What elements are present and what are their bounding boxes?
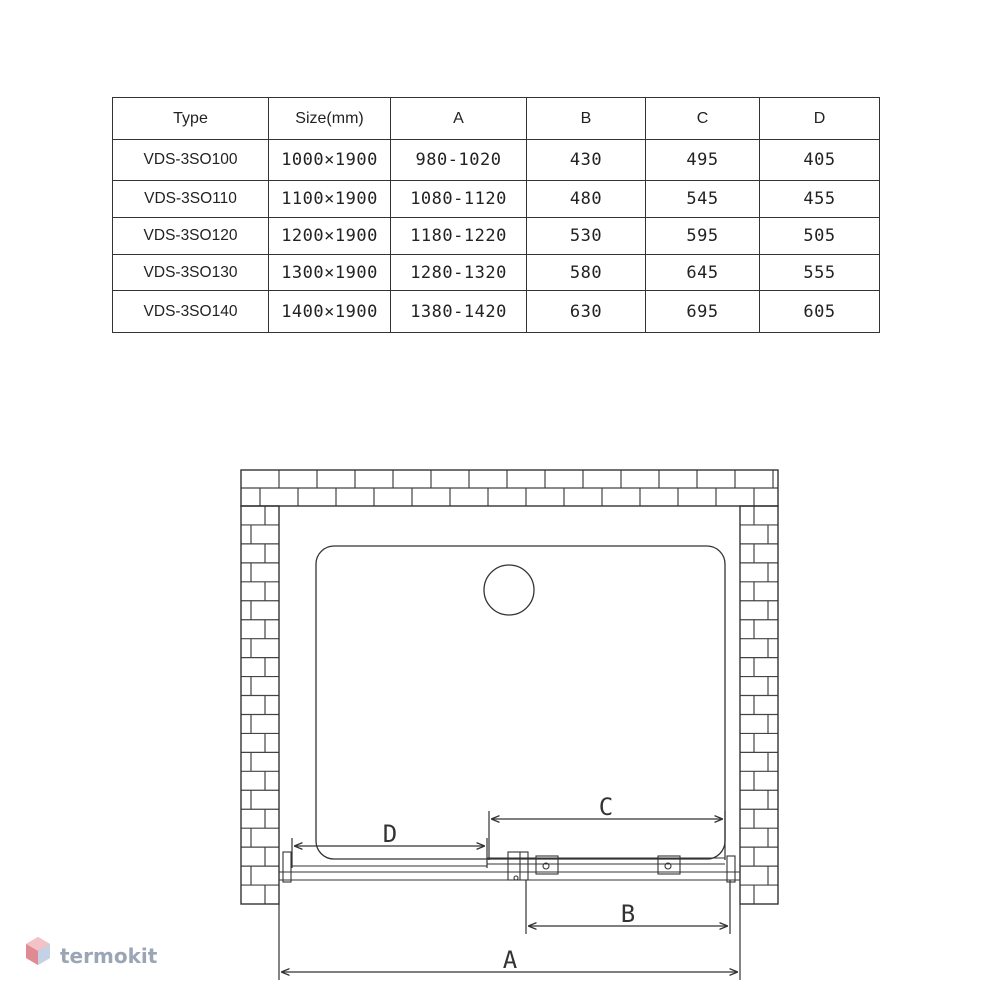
- label-a: A: [502, 946, 518, 974]
- header-d: D: [760, 98, 880, 140]
- cell-a: 1180-1220: [391, 218, 527, 255]
- label-d: D: [382, 820, 398, 848]
- cell-c: 645: [646, 255, 760, 291]
- header-size: Size(mm): [269, 98, 391, 140]
- header-b: B: [527, 98, 646, 140]
- cell-type: VDS-3SO120: [113, 218, 269, 255]
- label-c: C: [598, 793, 614, 821]
- cube-icon: [26, 937, 50, 965]
- header-c: C: [646, 98, 760, 140]
- cell-size: 1200×1900: [269, 218, 391, 255]
- cell-type: VDS-3SO100: [113, 140, 269, 181]
- cell-a: 1280-1320: [391, 255, 527, 291]
- cell-type: VDS-3SO110: [113, 181, 269, 218]
- cell-a: 980-1020: [391, 140, 527, 181]
- cell-b: 530: [527, 218, 646, 255]
- cell-d: 405: [760, 140, 880, 181]
- cell-d: 455: [760, 181, 880, 218]
- label-b: B: [620, 900, 636, 928]
- cell-b: 630: [527, 291, 646, 333]
- header-type: Type: [113, 98, 269, 140]
- cell-b: 430: [527, 140, 646, 181]
- cell-d: 605: [760, 291, 880, 333]
- cell-c: 695: [646, 291, 760, 333]
- right-wall-outline: [740, 506, 778, 904]
- cell-b: 480: [527, 181, 646, 218]
- watermark-text: termokit: [60, 944, 158, 968]
- cell-c: 545: [646, 181, 760, 218]
- cell-b: 580: [527, 255, 646, 291]
- cell-size: 1400×1900: [269, 291, 391, 333]
- header-a: A: [391, 98, 527, 140]
- cell-type: VDS-3SO140: [113, 291, 269, 333]
- sliding-door-rail: [279, 852, 740, 882]
- drain-icon: [484, 565, 534, 615]
- cell-a: 1080-1120: [391, 181, 527, 218]
- cell-a: 1380-1420: [391, 291, 527, 333]
- cell-size: 1000×1900: [269, 140, 391, 181]
- left-wall-outline: [241, 506, 279, 904]
- shower-tray: [316, 546, 725, 859]
- cell-c: 495: [646, 140, 760, 181]
- cell-d: 555: [760, 255, 880, 291]
- cell-c: 595: [646, 218, 760, 255]
- cell-size: 1100×1900: [269, 181, 391, 218]
- cell-d: 505: [760, 218, 880, 255]
- brick-wall: [241, 470, 778, 904]
- cell-type: VDS-3SO130: [113, 255, 269, 291]
- cell-size: 1300×1900: [269, 255, 391, 291]
